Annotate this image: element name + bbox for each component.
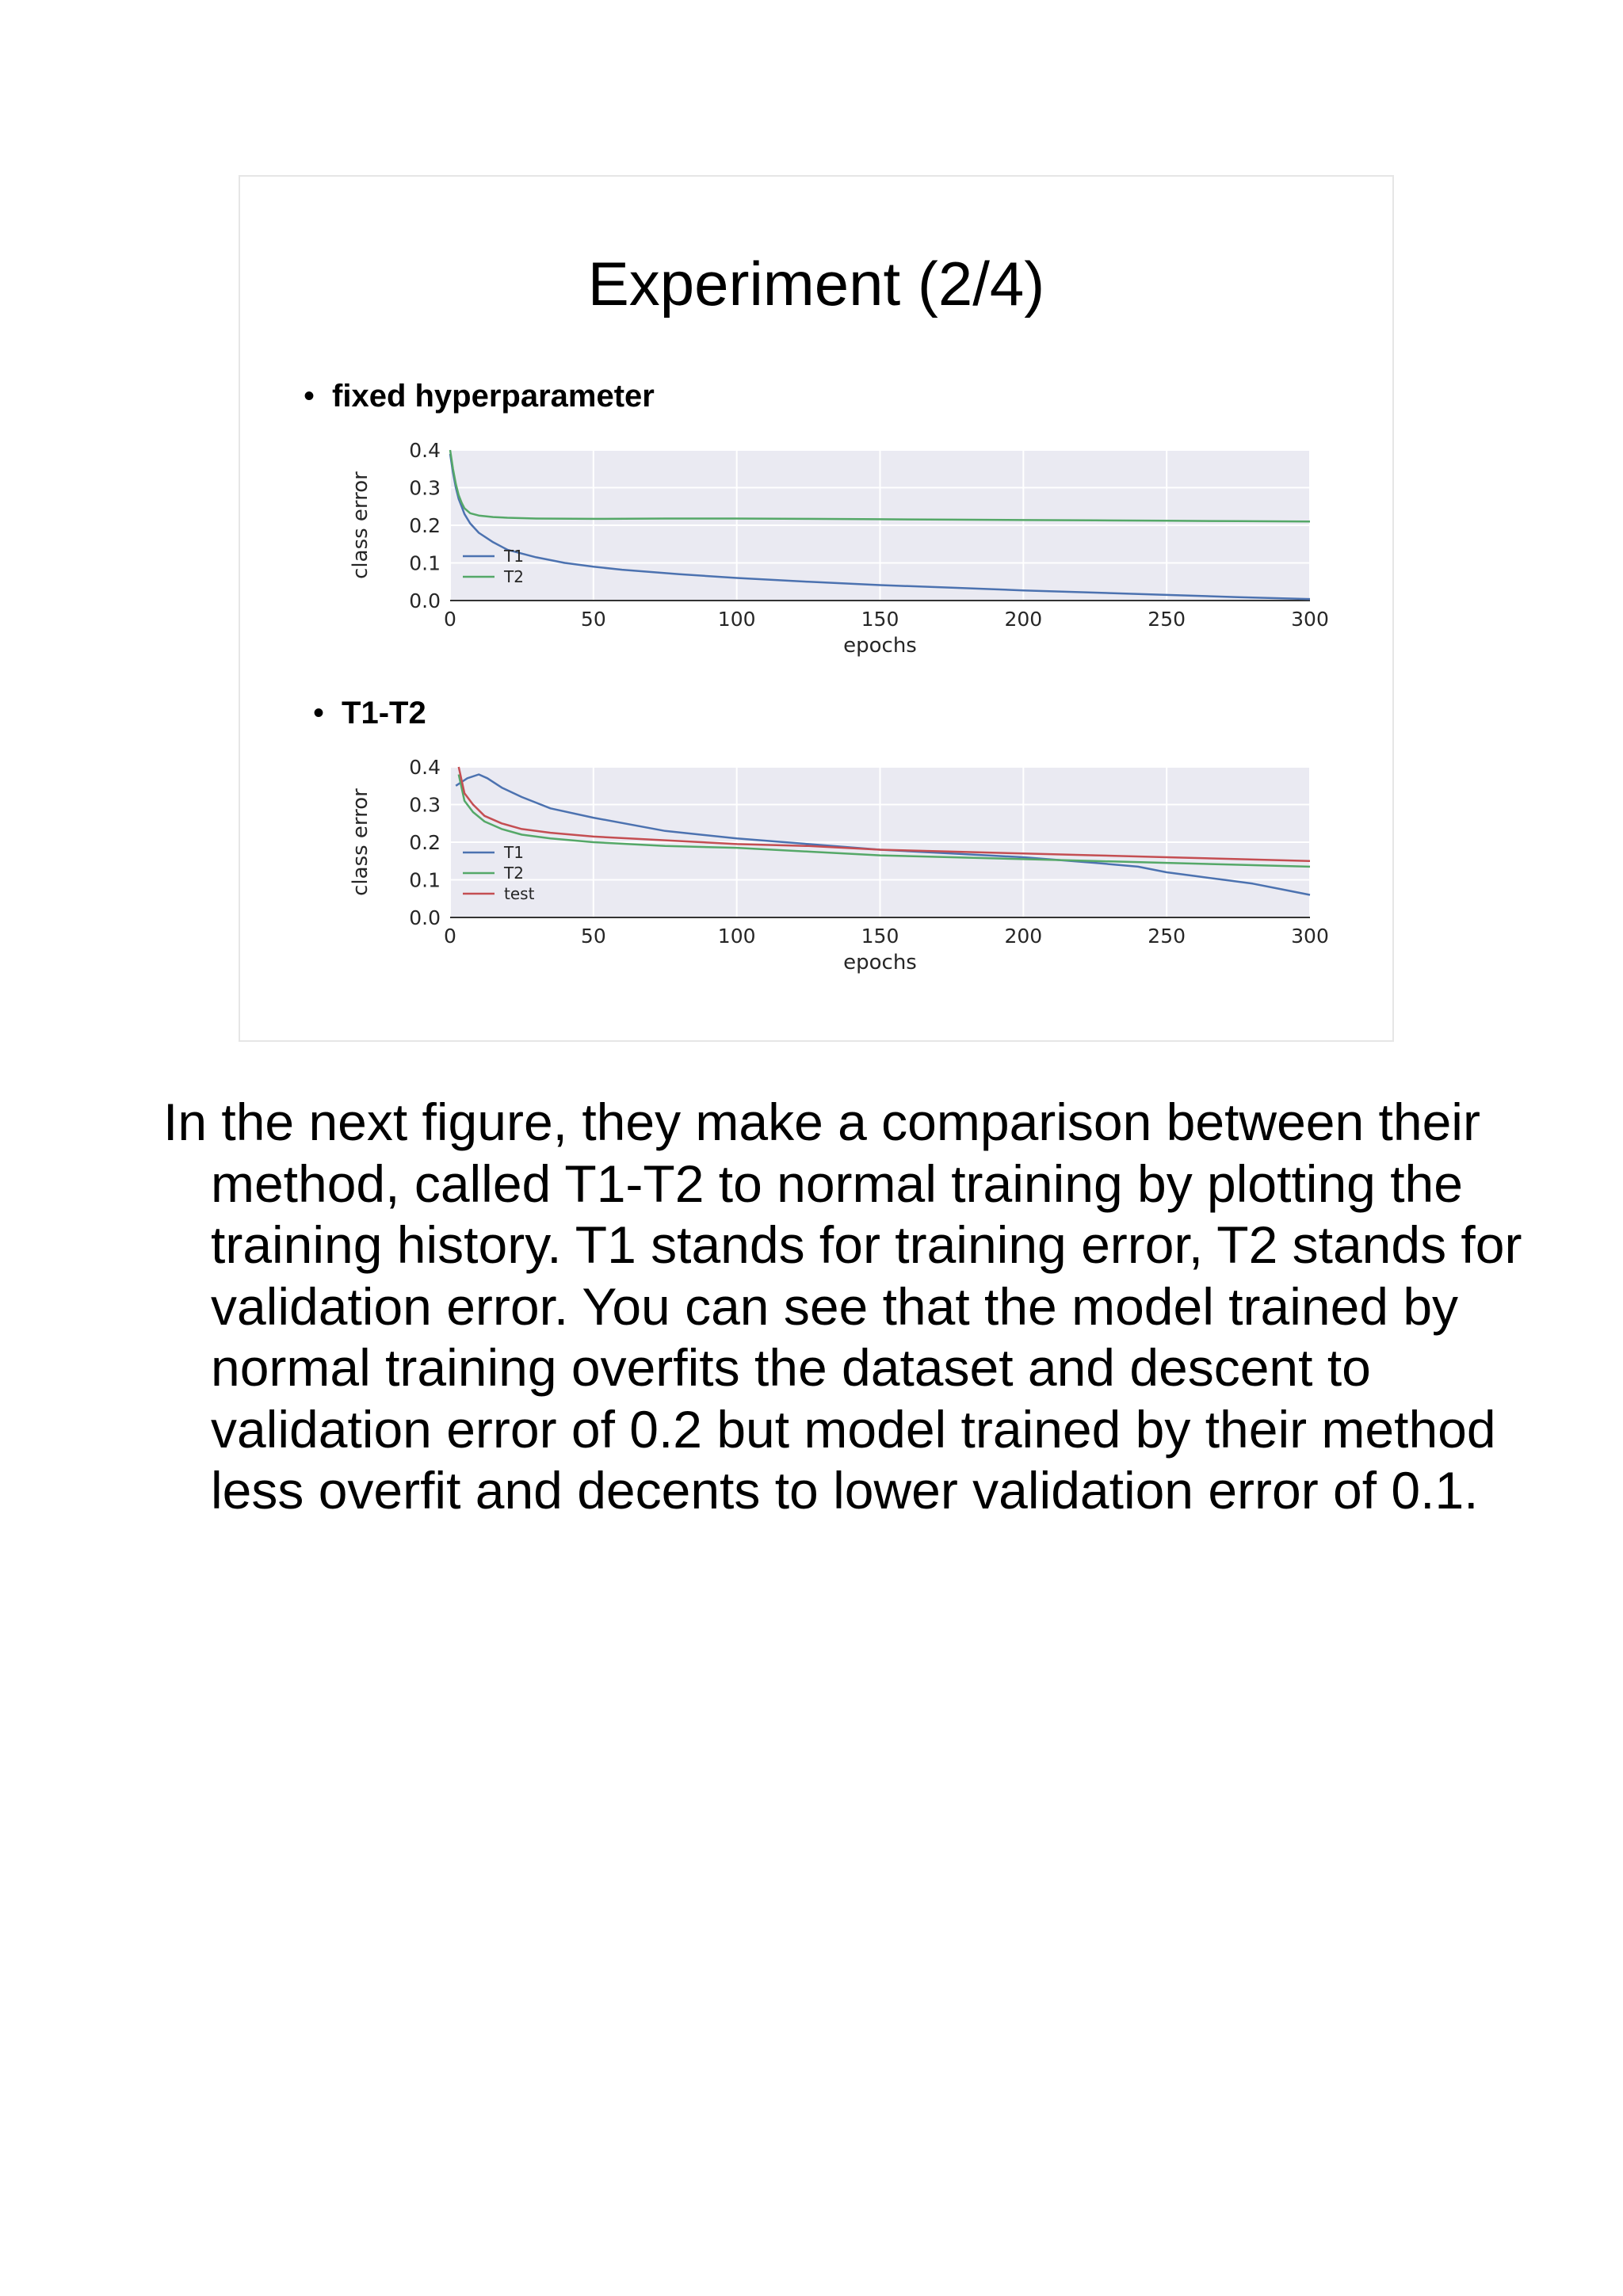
bullet-label: fixed hyperparameter [332,379,655,414]
x-tick-label: 50 [580,608,606,631]
x-tick-label: 200 [1004,925,1043,948]
x-tick-label: 0 [444,608,456,631]
x-tick-label: 150 [861,608,899,631]
bullet-fixed-hyperparameter [304,379,655,414]
y-tick-label: 0.2 [409,514,441,537]
chart-t1-t2 [343,751,1329,981]
x-tick-label: 200 [1004,608,1043,631]
y-tick-label: 0.1 [409,868,441,892]
x-axis-label: epochs [843,951,917,974]
slide-frame [239,175,1394,1042]
x-tick-label: 250 [1148,608,1186,631]
legend-label: T1 [504,547,524,566]
y-tick-label: 0.3 [409,476,441,500]
x-tick-label: 0 [444,925,456,948]
y-tick-label: 0.1 [409,551,441,575]
slide-title: Experiment (2/4) [587,249,1045,318]
bullet-t1-t2 [313,696,426,731]
y-tick-label: 0.4 [409,756,441,779]
x-tick-label: 100 [717,608,756,631]
y-tick-label: 0.4 [409,439,441,462]
y-tick-label: 0.3 [409,793,441,817]
x-axis-label: epochs [843,634,917,658]
y-axis-label: class error [349,788,372,896]
y-tick-label: 0.2 [409,831,441,854]
y-tick-label: 0.0 [409,589,441,612]
y-tick-label: 0.0 [409,906,441,929]
legend-label: T1 [504,843,524,862]
x-tick-label: 50 [580,925,606,948]
bullet-dot: • [304,379,315,414]
body-paragraph: In the next figure, they make a comparison between their method, called T1-T2 to normal training by plotting the training history. T1 stands for training error, T2 stands for validation error. You can see that the model trained by normal training overfits the dataset and descent to validation error of 0.2 but model trained by their method less overfit and decents to lower validation error of 0.1. [163,1093,1522,1520]
x-tick-label: 300 [1291,925,1329,948]
x-tick-label: 300 [1291,608,1329,631]
legend-label: test [504,884,535,903]
x-tick-label: 100 [717,925,756,948]
x-tick-label: 150 [861,925,899,948]
bullet-dot: • [313,696,325,730]
x-tick-label: 250 [1148,925,1186,948]
legend-label: T2 [504,567,524,586]
chart-fixed-hyperparameter [343,434,1329,664]
legend-label: T2 [504,864,524,883]
bullet-label: T1-T2 [342,696,426,730]
y-axis-label: class error [349,471,372,579]
